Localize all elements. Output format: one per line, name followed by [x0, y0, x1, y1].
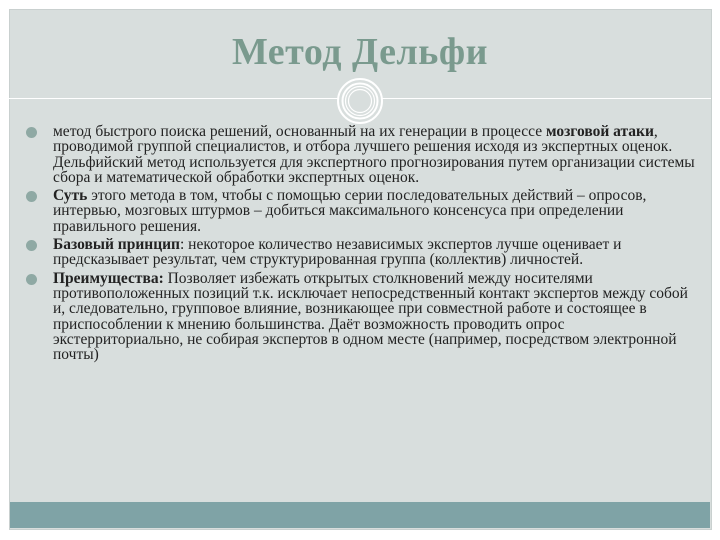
item-bold-term: Преимущества:	[53, 269, 164, 287]
list-item	[26, 271, 696, 363]
bullet-icon	[26, 127, 37, 138]
item-text: Позволяет избежать открытых столкновений между носителями противоположенных позиций т.к. исключает непосредственный контакт экспертов между собой и, следовательно, групповое влияние, возникающее при совместной работе и состоящее в приспособлении к мнению большинства. Даёт возможность проводить опрос экстерриториально, не собирая экспертов в одном месте (например, посредством электронной почты)	[53, 269, 688, 364]
list-item	[26, 124, 696, 185]
list-item	[26, 237, 696, 268]
footer-bar	[10, 502, 710, 528]
list-item	[26, 188, 696, 234]
item-text: : некоторое количество независимых экспертов лучше оценивает и предсказывает результат, чем структурированная группа (коллектив) личностей.	[53, 236, 622, 269]
item-text: , проводимой группой специалистов, и отбора лучшего решения исходя из экспертных оценок. Дельфийский метод используется для экспертного прогнозирования путем организации системы сбора и математической обработки экспертных оценок.	[53, 123, 695, 186]
item-text: этого метода в том, чтобы с помощью серии последовательных действий – опросов, интервью, мозговых штурмов – добиться максимального консенсуса при определении правильного решения.	[53, 187, 647, 235]
bullet-icon	[26, 274, 37, 285]
item-bold-term: Суть	[53, 187, 88, 205]
bullet-icon	[26, 240, 37, 251]
item-bold-term: мозговой атаки	[545, 123, 654, 140]
slide-title: Метод Дельфи	[231, 31, 489, 73]
bullet-list	[26, 124, 696, 365]
circle-emblem-icon	[337, 78, 383, 124]
item-bold-term: Базовый принцип	[53, 236, 180, 254]
bullet-icon	[26, 191, 37, 202]
item-text: метод быстрого поиска решений, основанный на их генерации в процессе	[53, 123, 546, 140]
